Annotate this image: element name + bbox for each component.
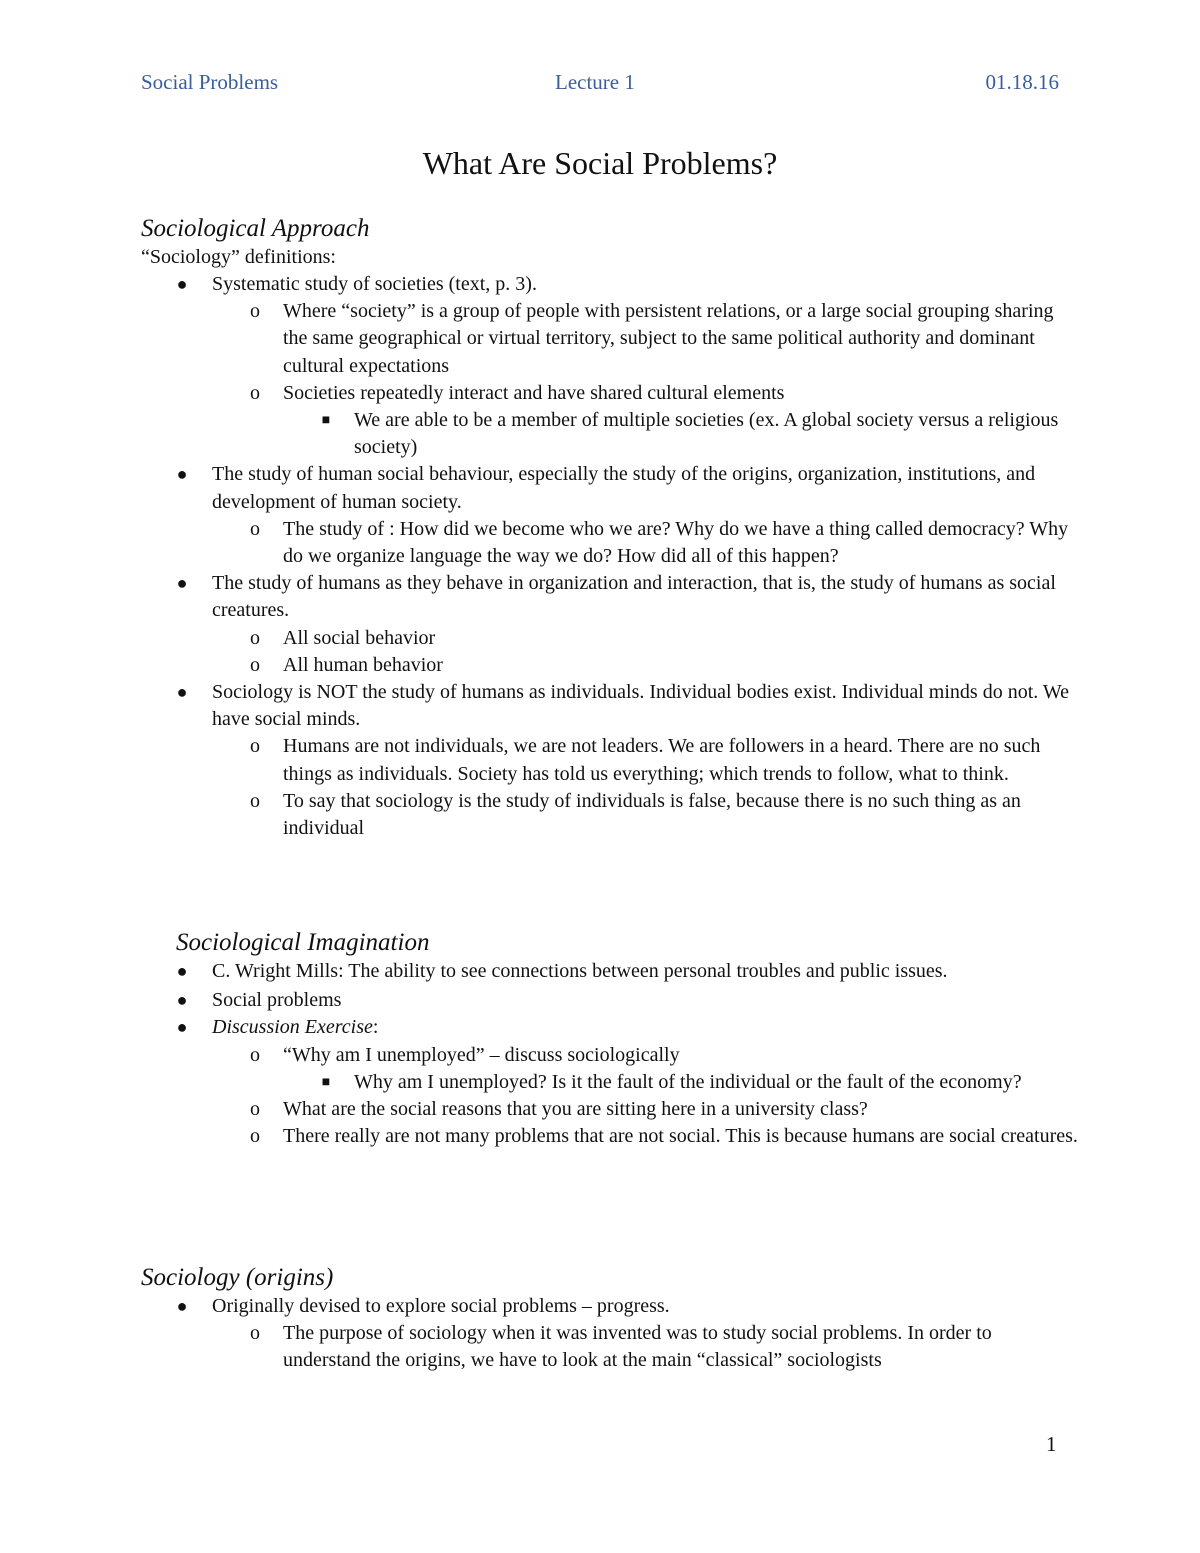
bullet-icon: ● xyxy=(176,1296,188,1316)
circle-bullet-icon: o xyxy=(250,1125,260,1148)
circle-bullet-icon: o xyxy=(250,653,260,676)
circle-bullet-icon: o xyxy=(250,626,260,649)
list-item: ● Social problems xyxy=(141,987,1081,1014)
section-intro: “Sociology” definitions: xyxy=(141,246,336,268)
bullet-list xyxy=(141,271,1081,842)
bullet-icon: ● xyxy=(176,961,188,981)
circle-bullet-icon: o xyxy=(250,789,260,812)
list-item: o To say that sociology is the study of individuals is false, because there is no such thing as an individual xyxy=(212,788,1081,842)
bullet-icon: ● xyxy=(176,1017,188,1038)
circle-bullet-icon: o xyxy=(250,381,260,404)
list-item: o The study of : How did we become who we are? Why do we have a thing called democracy? Why do we organize language the way we do? How did all of this happen? xyxy=(212,516,1081,570)
bullet-list xyxy=(141,958,1081,1150)
header-lecture: Lecture 1 xyxy=(555,70,635,94)
list-item: o “Why am I unemployed” – discuss sociologically ■ Why am I unemployed? Is it the fault of the individual or the fault of the economy? xyxy=(212,1042,1081,1096)
section-heading: Sociological Approach xyxy=(141,215,370,242)
list-item: o Societies repeatedly interact and have shared cultural elements ■ We are able to be a member of multiple societies (ex. A global society versus a religious society) xyxy=(212,380,1081,462)
header-date: 01.18.16 xyxy=(985,70,1059,94)
page-title: What Are Social Problems? xyxy=(422,145,778,181)
circle-bullet-icon: o xyxy=(250,735,260,758)
circle-bullet-icon: o xyxy=(250,1322,260,1345)
bullet-icon: ● xyxy=(176,274,188,294)
bullet-icon: ● xyxy=(176,573,188,594)
bullet-icon: ● xyxy=(176,990,188,1011)
circle-bullet-icon: o xyxy=(250,300,260,323)
header-course: Social Problems xyxy=(141,70,279,94)
list-item: ■ We are able to be a member of multiple societies (ex. A global society versus a religious society) xyxy=(283,407,1081,461)
bullet-icon: ● xyxy=(176,682,188,703)
section-sociological-approach xyxy=(141,214,1081,842)
bullet-icon: ● xyxy=(176,464,188,485)
list-item: ● Originally devised to explore social problems – progress. o The purpose of sociology when it was invented was to study social problems. In order to understand the origins, we have to look at the main “classical” sociologists xyxy=(141,1293,1081,1375)
section-heading: Sociology (origins) xyxy=(141,1264,334,1291)
list-item: o There really are not many problems that are not social. This is because humans are social creatures. xyxy=(212,1123,1081,1150)
section-sociology-origins xyxy=(141,1263,1081,1375)
running-header xyxy=(141,70,1059,100)
section-sociological-imagination xyxy=(141,928,1081,1150)
square-bullet-icon: ■ xyxy=(321,1074,331,1090)
list-item: ● C. Wright Mills: The ability to see connections between personal troubles and public issues. xyxy=(141,958,1081,985)
bullet-list xyxy=(141,1293,1081,1375)
list-item: o Humans are not individuals, we are not leaders. We are followers in a heard. There are no such things as individuals. Society has told us everything; which trends to follow, what to think. xyxy=(212,733,1081,787)
list-item: ● The study of human social behaviour, especially the study of the origins, organization, institutions, and development of human society. o The study of : How did we become who we are? Why do we have a thing called democracy? Why do we organize language the way we do? How did all of this happen? xyxy=(141,461,1081,570)
list-item: o All social behavior xyxy=(212,625,1081,652)
circle-bullet-icon: o xyxy=(250,1098,260,1121)
list-item: ● Sociology is NOT the study of humans as individuals. Individual bodies exist. Individual minds do not. We have social minds. o Humans are not individuals, we are not leaders. We are followers in a heard. There are no such things as individuals. Society has told us everything; which trends to follow, what to think. o To say that sociology is the study of individuals is false, because there is no such thing as an individual xyxy=(141,679,1081,842)
list-item: o All human behavior xyxy=(212,652,1081,679)
list-item: ■ Why am I unemployed? Is it the fault of the individual or the fault of the economy? xyxy=(283,1069,1081,1096)
circle-bullet-icon: o xyxy=(250,517,260,540)
list-item: o Where “society” is a group of people with persistent relations, or a large social grouping sharing the same geographical or virtual territory, subject to the same political authority and dominant cultural expectations xyxy=(212,298,1081,380)
square-bullet-icon: ■ xyxy=(321,413,331,429)
list-item: ● Discussion Exercise: o “Why am I unemployed” – discuss sociologically ■ Why am I unemployed? Is it the fault of the individual or the fault of the economy? o What are the social reasons that you are sitting here in a university class? o There really are not many problems that are not social. This is because humans are social creatures. xyxy=(141,1014,1081,1150)
list-item: ● The study of humans as they behave in organization and interaction, that is, the study of humans as social creatures. o All social behavior o All human behavior xyxy=(141,570,1081,679)
circle-bullet-icon: o xyxy=(250,1043,260,1066)
list-item: o What are the social reasons that you are sitting here in a university class? xyxy=(212,1096,1081,1123)
list-item: ● Systematic study of societies (text, p. 3). o Where “society” is a group of people with persistent relations, or a large social grouping sharing the same geographical or virtual territory, subject to the same political authority and dominant cultural expectations o Societies repeatedly interact and have shared cultural elements ■ We are able to be a member of multiple societies (ex. A global society versus a religious society) xyxy=(141,271,1081,461)
list-item: o The purpose of sociology when it was invented was to study social problems. In order to understand the origins, we have to look at the main “classical” sociologists xyxy=(212,1320,1081,1374)
section-heading: Sociological Imagination xyxy=(176,929,430,956)
page-number: 1 xyxy=(1046,1432,1057,1456)
